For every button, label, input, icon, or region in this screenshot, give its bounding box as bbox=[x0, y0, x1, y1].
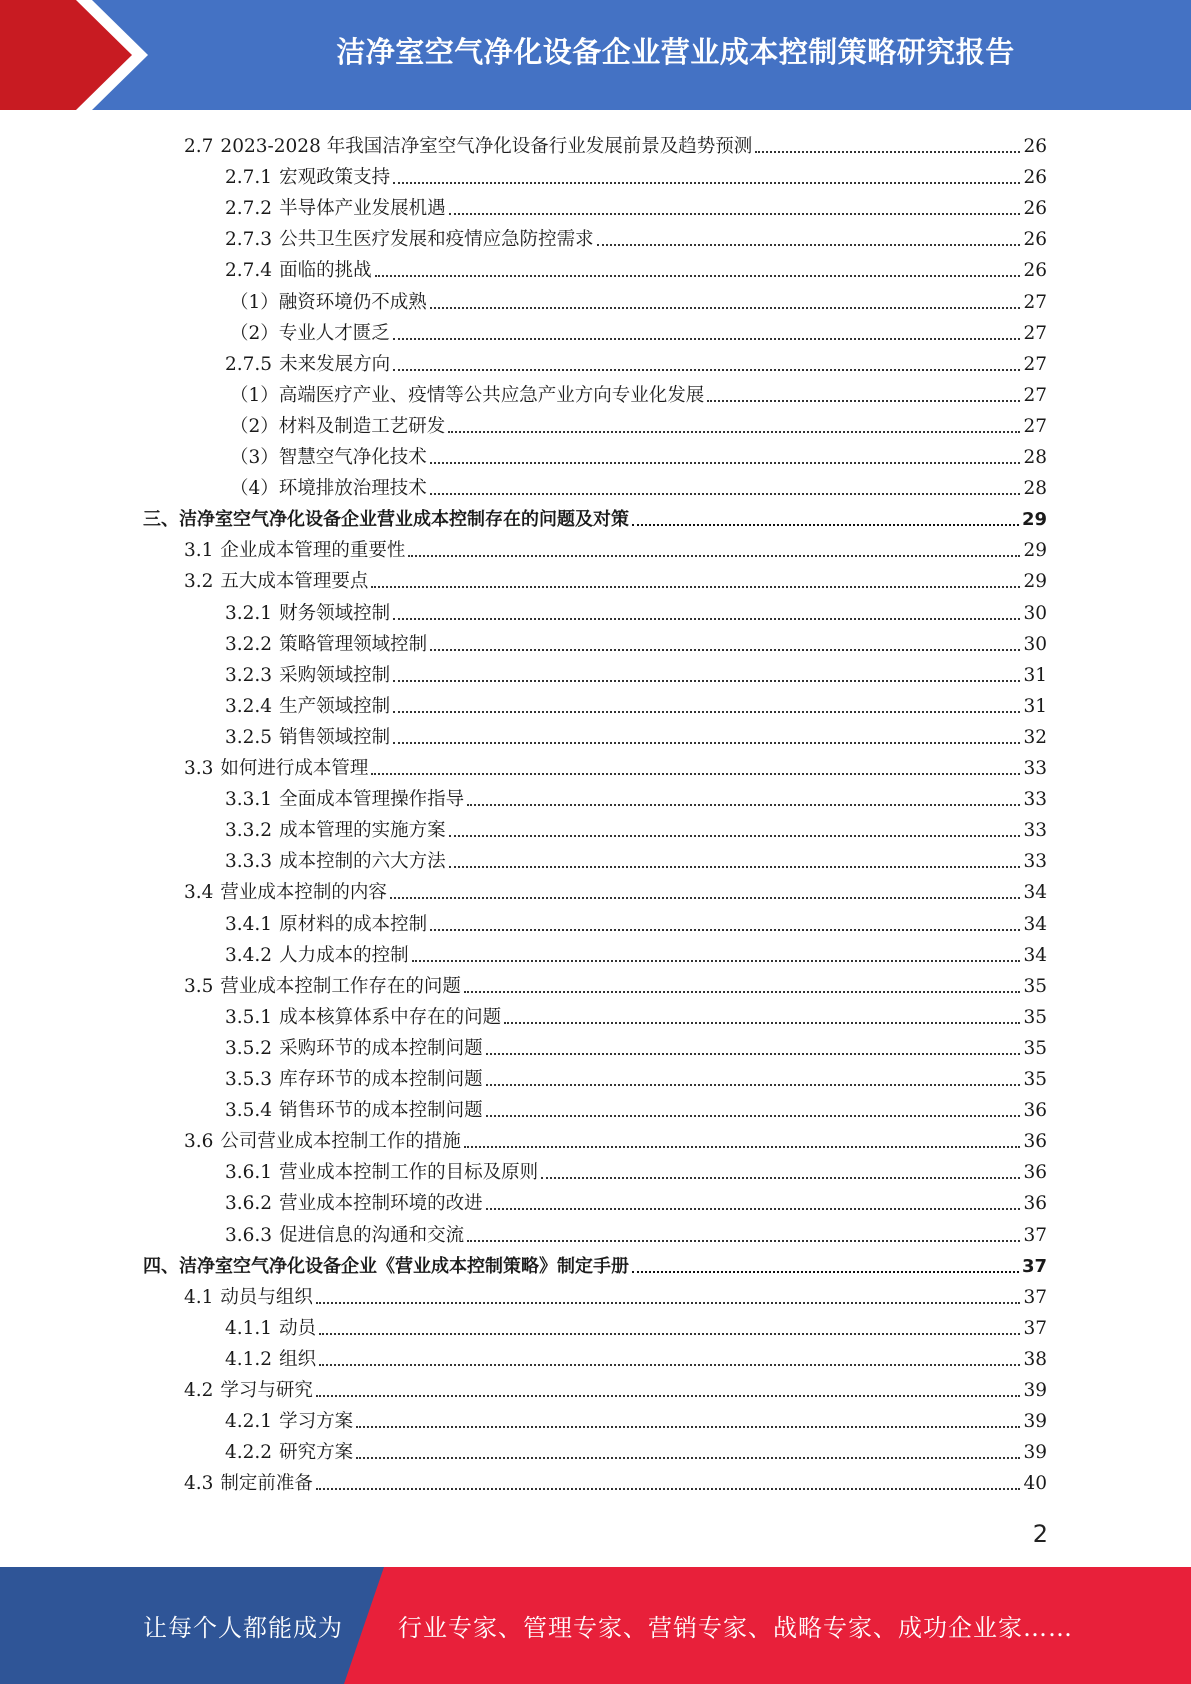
toc-entry-title: 洁净室空气净化设备企业《营业成本控制策略》制定手册 bbox=[179, 1256, 629, 1277]
toc-entry[interactable] bbox=[184, 562, 1047, 593]
toc-entry-title: 销售领域控制 bbox=[279, 727, 391, 748]
toc-entry-title: 成本管理的实施方案 bbox=[279, 820, 446, 841]
toc-entry[interactable] bbox=[184, 127, 1047, 158]
toc-entry-title: 公司营业成本控制工作的措施 bbox=[220, 1131, 461, 1152]
toc-entry-title: 库存环节的成本控制问题 bbox=[279, 1069, 483, 1090]
toc-entry-title: 公共卫生医疗发展和疫情应急防控需求 bbox=[279, 229, 594, 250]
toc-entry[interactable] bbox=[184, 749, 1047, 780]
toc-entry-number: 4.1 bbox=[184, 1287, 214, 1308]
toc-entry-page: 36 bbox=[1023, 1100, 1047, 1121]
toc-entry[interactable] bbox=[225, 1153, 1047, 1184]
page-header bbox=[0, 0, 1191, 110]
toc-entry-page: 36 bbox=[1023, 1193, 1047, 1214]
toc-entry-page: 37 bbox=[1023, 1318, 1047, 1339]
toc-entry[interactable] bbox=[230, 376, 1047, 407]
toc-entry-page: 26 bbox=[1023, 136, 1047, 157]
toc-entry-title: 财务领域控制 bbox=[279, 603, 391, 624]
toc-entry-page: 29 bbox=[1023, 540, 1047, 561]
toc-entry-page: 27 bbox=[1023, 323, 1047, 344]
toc-dot-leader bbox=[632, 1271, 1019, 1273]
toc-dot-leader bbox=[597, 244, 1021, 246]
toc-entry[interactable] bbox=[230, 407, 1047, 438]
toc-entry-number: 2.7.5 bbox=[225, 354, 273, 375]
toc-dot-leader bbox=[316, 1395, 1021, 1397]
toc-entry[interactable] bbox=[225, 1091, 1047, 1122]
toc-dot-leader bbox=[448, 431, 1020, 433]
toc-dot-leader bbox=[430, 307, 1021, 309]
toc-entry[interactable] bbox=[225, 594, 1047, 625]
toc-entry[interactable] bbox=[225, 1060, 1047, 1091]
toc-entry-number: 3.2 bbox=[184, 571, 214, 592]
toc-entry-page: 26 bbox=[1023, 260, 1047, 281]
toc-entry-number: 3.2.4 bbox=[225, 696, 273, 717]
toc-entry[interactable] bbox=[225, 1433, 1047, 1464]
toc-entry-title: 营业成本控制环境的改进 bbox=[279, 1193, 483, 1214]
toc-entry-page: 28 bbox=[1023, 447, 1047, 468]
toc-entry-title: 企业成本管理的重要性 bbox=[220, 540, 406, 561]
toc-entry-number: （2） bbox=[230, 416, 279, 437]
toc-dot-leader bbox=[393, 338, 1021, 340]
toc-entry-title: 宏观政策支持 bbox=[279, 167, 391, 188]
toc-entry-title: 智慧空气净化技术 bbox=[278, 447, 427, 468]
toc-dot-leader bbox=[486, 1084, 1021, 1086]
toc-entry[interactable] bbox=[225, 1216, 1047, 1247]
toc-dot-leader bbox=[316, 1488, 1021, 1490]
toc-entry[interactable] bbox=[225, 687, 1047, 718]
toc-entry-page: 35 bbox=[1023, 976, 1047, 997]
toc-entry[interactable] bbox=[184, 873, 1047, 904]
toc-dot-leader bbox=[541, 1177, 1020, 1179]
toc-entry-title: 专业人才匮乏 bbox=[278, 323, 390, 344]
toc-entry-title: 研究方案 bbox=[279, 1442, 354, 1463]
toc-entry[interactable] bbox=[225, 189, 1047, 220]
toc-entry-title: 环境排放治理技术 bbox=[278, 478, 427, 499]
toc-dot-leader bbox=[464, 1146, 1021, 1148]
toc-entry[interactable] bbox=[225, 780, 1047, 811]
toc-entry[interactable] bbox=[225, 1029, 1047, 1060]
toc-entry-title: 学习与研究 bbox=[220, 1380, 313, 1401]
toc-entry-number: 3.4 bbox=[184, 882, 214, 903]
toc-entry-number: 三、 bbox=[143, 509, 179, 530]
toc-entry[interactable] bbox=[184, 1122, 1047, 1153]
toc-entry-number: 2.7.1 bbox=[225, 167, 273, 188]
toc-entry[interactable] bbox=[225, 998, 1047, 1029]
toc-entry-page: 39 bbox=[1023, 1411, 1047, 1432]
toc-dot-leader bbox=[319, 1333, 1020, 1335]
toc-entry-number: （1） bbox=[230, 292, 279, 313]
toc-entry-title: 销售环节的成本控制问题 bbox=[279, 1100, 483, 1121]
toc-dot-leader bbox=[486, 1053, 1021, 1055]
toc-entry[interactable] bbox=[225, 1340, 1047, 1371]
toc-entry-title: 组织 bbox=[279, 1349, 317, 1370]
toc-entry-title: 原材料的成本控制 bbox=[279, 914, 428, 935]
toc-entry-number: 4.1.1 bbox=[225, 1318, 273, 1339]
toc-entry[interactable] bbox=[184, 1371, 1047, 1402]
toc-entry-number: 2.7.4 bbox=[225, 260, 273, 281]
toc-entry[interactable] bbox=[225, 656, 1047, 687]
toc-entry-page: 36 bbox=[1023, 1162, 1047, 1183]
toc-entry-number: 3.6 bbox=[184, 1131, 214, 1152]
toc-entry-title: 全面成本管理操作指导 bbox=[279, 789, 465, 810]
toc-dot-leader bbox=[467, 1240, 1020, 1242]
toc-entry-page: 35 bbox=[1023, 1038, 1047, 1059]
toc-entry-number: 3.4.2 bbox=[225, 945, 273, 966]
toc-entry[interactable] bbox=[230, 314, 1047, 345]
toc-entry[interactable] bbox=[230, 283, 1047, 314]
toc-entry-page: 27 bbox=[1023, 385, 1047, 406]
toc-entry[interactable] bbox=[184, 531, 1047, 562]
toc-entry-page: 27 bbox=[1023, 416, 1047, 437]
toc-entry-page: 32 bbox=[1023, 727, 1047, 748]
toc-dot-leader bbox=[375, 275, 1021, 277]
toc-entry-page: 29 bbox=[1021, 509, 1047, 530]
toc-entry-number: 4.3 bbox=[184, 1473, 214, 1494]
toc-entry-number: 3.3.3 bbox=[225, 851, 273, 872]
toc-dot-leader bbox=[467, 804, 1020, 806]
toc-entry-page: 36 bbox=[1023, 1131, 1047, 1152]
toc-dot-leader bbox=[393, 182, 1020, 184]
toc-dot-leader bbox=[393, 618, 1020, 620]
toc-entry-title: 材料及制造工艺研发 bbox=[278, 416, 446, 437]
toc-entry-number: （1） bbox=[230, 385, 279, 406]
toc-entry[interactable] bbox=[225, 718, 1047, 749]
toc-dot-leader bbox=[449, 213, 1021, 215]
toc-entry-title: 营业成本控制工作的目标及原则 bbox=[279, 1162, 539, 1183]
toc-entry-number: 2.7.2 bbox=[225, 198, 273, 219]
toc-entry-number: （4） bbox=[230, 478, 279, 499]
toc-entry-page: 26 bbox=[1023, 167, 1047, 188]
toc-entry-page: 37 bbox=[1023, 1225, 1047, 1246]
toc-entry-page: 33 bbox=[1023, 851, 1047, 872]
toc-dot-leader bbox=[412, 960, 1021, 962]
toc-entry-title: 面临的挑战 bbox=[279, 260, 372, 281]
toc-dot-leader bbox=[430, 649, 1020, 651]
toc-dot-leader bbox=[449, 835, 1021, 837]
toc-entry-page: 30 bbox=[1023, 634, 1047, 655]
toc-entry-title: 制定前准备 bbox=[220, 1473, 313, 1494]
toc-entry-title: 人力成本的控制 bbox=[279, 945, 409, 966]
toc-entry[interactable] bbox=[225, 251, 1047, 282]
toc-dot-leader bbox=[755, 151, 1020, 153]
toc-entry[interactable] bbox=[230, 438, 1047, 469]
toc-entry-number: 3.6.2 bbox=[225, 1193, 273, 1214]
document-title: 洁净室空气净化设备企业营业成本控制策略研究报告 bbox=[336, 34, 1015, 69]
toc-entry[interactable] bbox=[225, 625, 1047, 656]
toc-entry-page: 40 bbox=[1023, 1473, 1047, 1494]
page-number: 2 bbox=[1032, 1520, 1048, 1548]
toc-entry[interactable] bbox=[225, 936, 1047, 967]
toc-entry-title: 五大成本管理要点 bbox=[220, 571, 369, 592]
toc-entry-page: 26 bbox=[1023, 229, 1047, 250]
toc-entry-title: 动员 bbox=[279, 1318, 317, 1339]
toc-entry[interactable] bbox=[225, 842, 1047, 873]
toc-entry-number: 3.3.1 bbox=[225, 789, 273, 810]
toc-dot-leader bbox=[486, 1208, 1021, 1210]
toc-entry-page: 33 bbox=[1023, 789, 1047, 810]
toc-entry-page: 33 bbox=[1023, 758, 1047, 779]
toc-entry[interactable] bbox=[184, 1278, 1047, 1309]
toc-entry-page: 39 bbox=[1023, 1380, 1047, 1401]
toc-entry-page: 30 bbox=[1023, 603, 1047, 624]
toc-entry-number: 3.5.4 bbox=[225, 1100, 273, 1121]
toc-entry-page: 33 bbox=[1023, 820, 1047, 841]
toc-entry-page: 39 bbox=[1023, 1442, 1047, 1463]
toc-dot-leader bbox=[371, 773, 1020, 775]
toc-entry-page: 29 bbox=[1023, 571, 1047, 592]
toc-entry-number: 4.2.1 bbox=[225, 1411, 273, 1432]
toc-entry-number: 3.6.1 bbox=[225, 1162, 273, 1183]
toc-entry-page: 38 bbox=[1023, 1349, 1047, 1370]
footer-slogan-left: 让每个人都能成为 bbox=[143, 1614, 343, 1642]
toc-entry-title: 2023-2028 年我国洁净室空气净化设备行业发展前景及趋势预测 bbox=[220, 136, 753, 157]
toc-entry[interactable] bbox=[230, 469, 1047, 500]
page-footer bbox=[0, 1567, 1191, 1684]
toc-entry[interactable] bbox=[225, 345, 1047, 376]
toc-entry-title: 促进信息的沟通和交流 bbox=[279, 1225, 465, 1246]
toc-entry[interactable] bbox=[143, 500, 1047, 531]
toc-dot-leader bbox=[707, 400, 1020, 402]
toc-entry-title: 洁净室空气净化设备企业营业成本控制存在的问题及对策 bbox=[179, 509, 629, 530]
toc-dot-leader bbox=[393, 711, 1020, 713]
toc-entry[interactable] bbox=[225, 220, 1047, 251]
toc-entry-page: 35 bbox=[1023, 1069, 1047, 1090]
toc-entry-title: 采购领域控制 bbox=[279, 665, 391, 686]
toc-entry-number: 3.4.1 bbox=[225, 914, 273, 935]
toc-entry-page: 28 bbox=[1023, 478, 1047, 499]
toc-entry-number: 2.7 bbox=[184, 136, 214, 157]
toc-entry-number: 3.6.3 bbox=[225, 1225, 273, 1246]
toc-dot-leader bbox=[356, 1457, 1020, 1459]
toc-entry-page: 35 bbox=[1023, 1007, 1047, 1028]
toc-dot-leader bbox=[632, 524, 1019, 526]
toc-entry-number: 3.2.5 bbox=[225, 727, 273, 748]
toc-entry-number: 3.5.1 bbox=[225, 1007, 273, 1028]
toc-entry-page: 27 bbox=[1023, 354, 1047, 375]
toc-entry-title: 营业成本控制工作存在的问题 bbox=[220, 976, 461, 997]
toc-entry-page: 34 bbox=[1023, 882, 1047, 903]
toc-entry-page: 34 bbox=[1023, 914, 1047, 935]
toc-dot-leader bbox=[449, 866, 1021, 868]
toc-dot-leader bbox=[464, 991, 1021, 993]
toc-dot-leader bbox=[393, 680, 1020, 682]
toc-entry-title: 动员与组织 bbox=[220, 1287, 313, 1308]
toc-entry-number: 4.2 bbox=[184, 1380, 214, 1401]
toc-entry-number: 3.5.3 bbox=[225, 1069, 273, 1090]
toc-entry-title: 半导体产业发展机遇 bbox=[279, 198, 446, 219]
toc-entry-number: 3.3 bbox=[184, 758, 214, 779]
toc-entry-page: 34 bbox=[1023, 945, 1047, 966]
toc-entry-number: 4.1.2 bbox=[225, 1349, 273, 1370]
toc-entry-number: 3.2.2 bbox=[225, 634, 273, 655]
toc-entry-title: 高端医疗产业、疫情等公共应急产业方向专业化发展 bbox=[278, 385, 705, 406]
toc-entry-page: 31 bbox=[1023, 665, 1047, 686]
toc-entry-title: 未来发展方向 bbox=[279, 354, 391, 375]
toc-entry-number: 4.2.2 bbox=[225, 1442, 273, 1463]
toc-dot-leader bbox=[371, 586, 1020, 588]
toc-entry-title: 策略管理领域控制 bbox=[279, 634, 428, 655]
toc-dot-leader bbox=[356, 1426, 1020, 1428]
toc-dot-leader bbox=[430, 462, 1021, 464]
toc-entry-page: 31 bbox=[1023, 696, 1047, 717]
toc-dot-leader bbox=[430, 929, 1020, 931]
toc-dot-leader bbox=[504, 1022, 1020, 1024]
toc-entry-page: 37 bbox=[1023, 1287, 1047, 1308]
toc-entry-title: 采购环节的成本控制问题 bbox=[279, 1038, 483, 1059]
toc-entry-title: 学习方案 bbox=[279, 1411, 354, 1432]
toc-entry[interactable] bbox=[184, 967, 1047, 998]
toc-entry-title: 如何进行成本管理 bbox=[220, 758, 369, 779]
toc-dot-leader bbox=[430, 493, 1021, 495]
toc-entry[interactable] bbox=[143, 1247, 1047, 1278]
toc-entry-title: 生产领域控制 bbox=[279, 696, 391, 717]
toc-entry-number: 3.2.3 bbox=[225, 665, 273, 686]
toc-entry-number: 3.3.2 bbox=[225, 820, 273, 841]
footer-slogan-right: 行业专家、管理专家、营销专家、战略专家、成功企业家…… bbox=[398, 1614, 1073, 1642]
toc-entry[interactable] bbox=[225, 1402, 1047, 1433]
toc-entry-page: 26 bbox=[1023, 198, 1047, 219]
toc-dot-leader bbox=[393, 742, 1020, 744]
toc-entry-page: 27 bbox=[1023, 292, 1047, 313]
toc-entry-number: 2.7.3 bbox=[225, 229, 273, 250]
toc-entry[interactable] bbox=[225, 158, 1047, 189]
toc-entry-number: （2） bbox=[230, 323, 279, 344]
toc-entry-number: 3.1 bbox=[184, 540, 214, 561]
toc-dot-leader bbox=[393, 369, 1020, 371]
toc-entry-number: 3.5 bbox=[184, 976, 214, 997]
toc-entry[interactable] bbox=[225, 1309, 1047, 1340]
toc-dot-leader bbox=[390, 897, 1021, 899]
toc-entry-title: 融资环境仍不成熟 bbox=[278, 292, 427, 313]
toc-entry-number: 3.5.2 bbox=[225, 1038, 273, 1059]
toc-dot-leader bbox=[316, 1302, 1021, 1304]
toc-entry-number: 四、 bbox=[143, 1256, 179, 1277]
toc-entry-title: 营业成本控制的内容 bbox=[220, 882, 387, 903]
toc-entry-title: 成本核算体系中存在的问题 bbox=[279, 1007, 502, 1028]
toc-dot-leader bbox=[319, 1364, 1020, 1366]
toc-entry-number: （3） bbox=[230, 447, 279, 468]
toc-entry-title: 成本控制的六大方法 bbox=[279, 851, 446, 872]
toc-dot-leader bbox=[486, 1115, 1021, 1117]
toc-entry[interactable] bbox=[225, 905, 1047, 936]
toc-entry[interactable] bbox=[225, 1184, 1047, 1215]
toc-entry-page: 37 bbox=[1021, 1256, 1047, 1277]
toc-entry[interactable] bbox=[184, 1464, 1047, 1495]
toc-entry-number: 3.2.1 bbox=[225, 603, 273, 624]
toc-entry[interactable] bbox=[225, 811, 1047, 842]
toc-dot-leader bbox=[408, 555, 1020, 557]
